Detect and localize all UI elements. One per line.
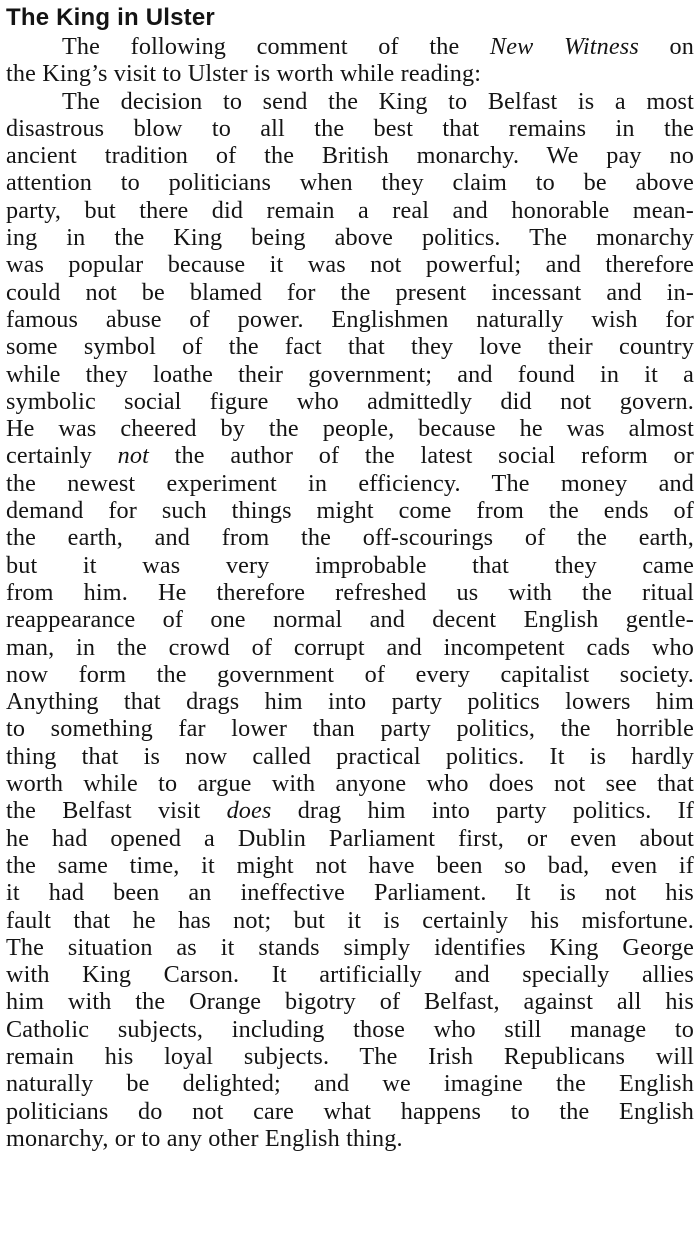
body-line: ancient tradition of the British monarchy. We pay no	[6, 142, 694, 170]
body-line: naturally be delighted; and we imagine the English	[6, 1070, 694, 1098]
body-line: certainly not the author of the latest social reform or	[6, 442, 694, 470]
body-line: Catholic subjects, including those who still manage to	[6, 1015, 694, 1043]
body-line: demand for such things might come from the ends of	[6, 497, 694, 525]
body-line: him with the Orange bigotry of Belfast, against all his	[6, 988, 694, 1016]
article-body	[6, 88, 694, 1153]
body-line: to something far lower than party politics, the horrible	[6, 715, 694, 743]
body-line: fault that he has not; but it is certainly his misfortune.	[6, 906, 694, 934]
body-line: the Belfast visit does drag him into party politics. If	[6, 797, 694, 825]
body-line: reappearance of one normal and decent English gentle-	[6, 606, 694, 634]
body-line: some symbol of the fact that they love their country	[6, 333, 694, 361]
body-line: symbolic social figure who admittedly did not govern.	[6, 387, 694, 415]
body-line: but it was very improbable that they came	[6, 551, 694, 579]
body-line: party, but there did remain a real and honorable mean-	[6, 196, 694, 224]
body-line: the newest experiment in efficiency. The money and	[6, 469, 694, 497]
intro-line: the King’s visit to Ulster is worth while reading:	[6, 60, 482, 88]
body-line: ing in the King being above politics. The monarchy	[6, 224, 694, 252]
intro-line: The following comment of the New Witness on	[62, 33, 694, 60]
body-line: famous abuse of power. Englishmen naturally wish for	[6, 305, 694, 333]
body-line: monarchy, or to any other English thing.	[6, 1124, 403, 1152]
italic-text: New Witness	[489, 33, 639, 60]
body-line: while they loathe their government; and found in it a	[6, 360, 694, 388]
body-line: politicians do not care what happens to the English	[6, 1097, 694, 1125]
body-line: he had opened a Dublin Parliament first, or even about	[6, 824, 694, 852]
italic-text: not	[117, 442, 149, 470]
article-headline: The King in Ulster	[6, 4, 215, 31]
body-line: attention to politicians when they claim to be above	[6, 169, 694, 197]
body-line: remain his loyal subjects. The Irish Republicans will	[6, 1042, 694, 1070]
body-line: man, in the crowd of corrupt and incompetent cads who	[6, 633, 694, 661]
italic-text: does	[226, 797, 272, 825]
body-line: He was cheered by the people, because he was almost	[6, 415, 694, 443]
body-line: thing that is now called practical politics. It is hardly	[6, 742, 694, 770]
body-line: it had been an ineffective Parliament. It is not his	[6, 879, 694, 907]
body-line: worth while to argue with anyone who does not see that	[6, 770, 694, 798]
body-line: disastrous blow to all the best that remains in the	[6, 114, 694, 142]
body-line: could not be blamed for the present incessant and in-	[6, 278, 694, 306]
body-line: the same time, it might not have been so bad, even if	[6, 851, 694, 879]
body-line: from him. He therefore refreshed us with the ritual	[6, 578, 694, 606]
body-line: with King Carson. It artificially and specially allies	[6, 961, 694, 989]
article-intro	[6, 33, 694, 88]
body-line: the earth, and from the off-scourings of the earth,	[6, 524, 694, 552]
body-line: The decision to send the King to Belfast is a most	[62, 87, 694, 115]
body-line: now form the government of every capitalist society.	[6, 660, 694, 688]
body-line: was popular because it was not powerful; and therefore	[6, 251, 694, 279]
body-line: The situation as it stands simply identifies King George	[6, 933, 694, 961]
body-line: Anything that drags him into party politics lowers him	[6, 688, 694, 716]
